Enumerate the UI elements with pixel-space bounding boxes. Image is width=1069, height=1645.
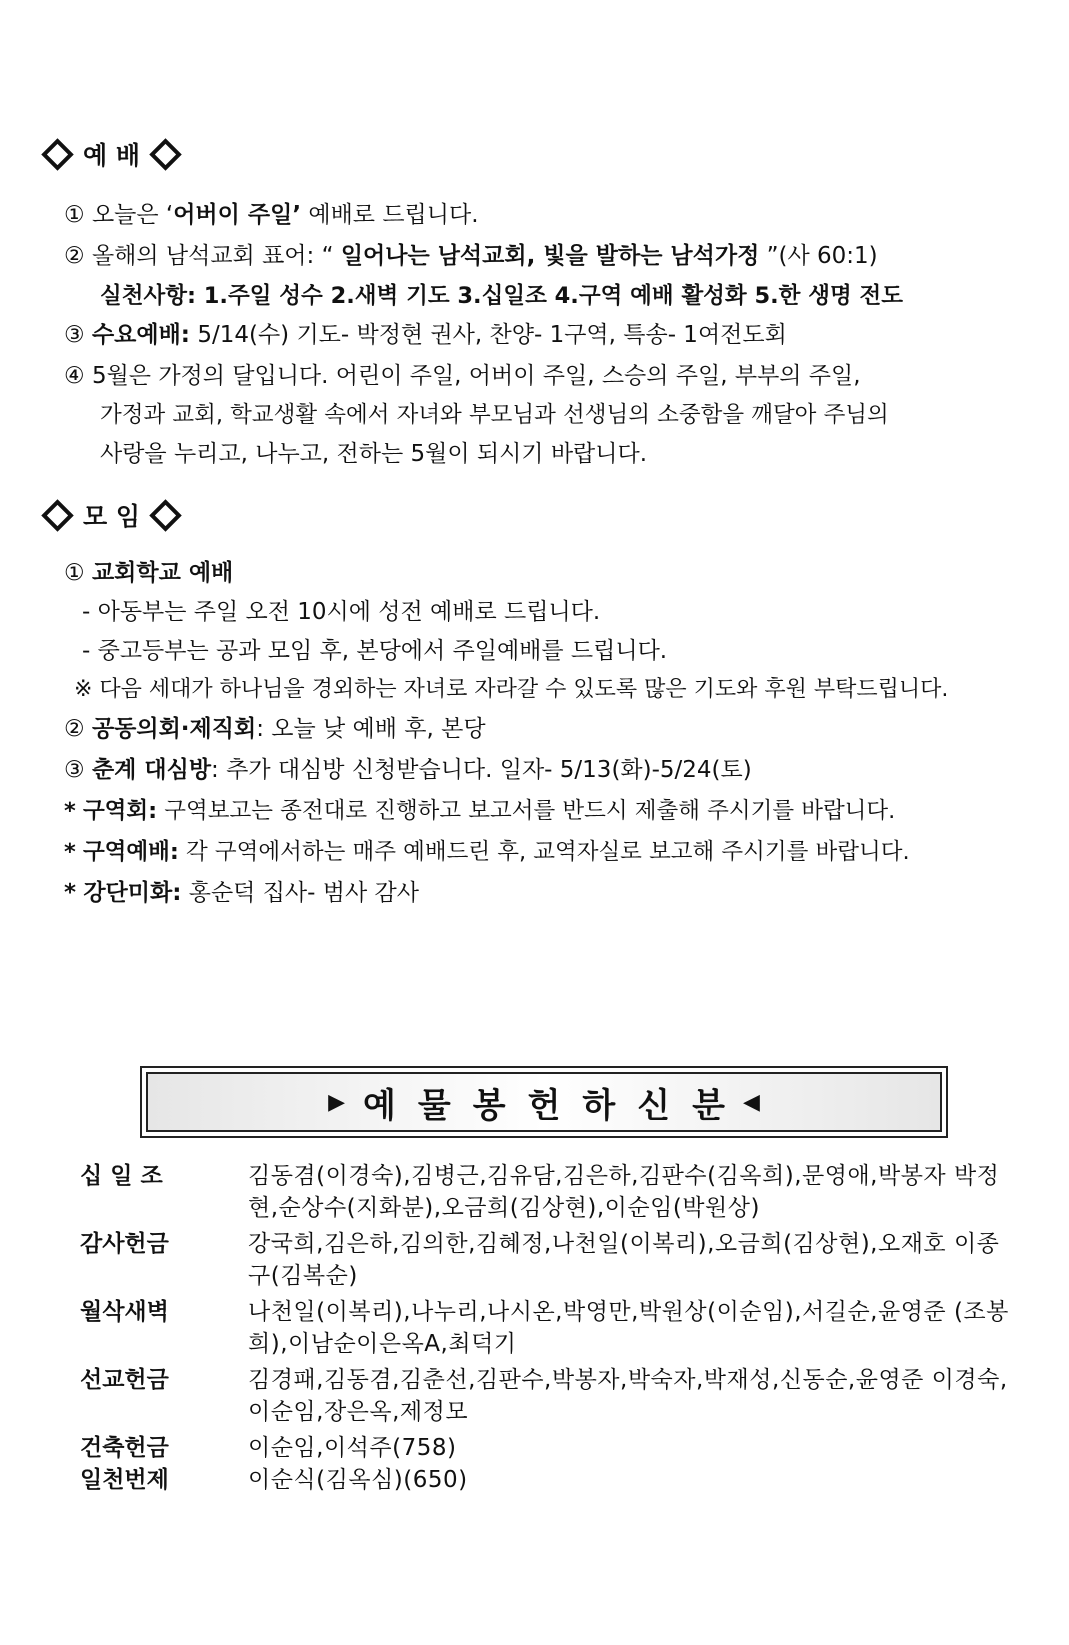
offering-label: 선교헌금 (80, 1367, 169, 1393)
worship-item-4-line2: 가정과 교회, 학교생활 속에서 자녀와 부모님과 선생님의 소중함을 깨달아 주님의 (100, 402, 889, 428)
worship-item-4: ④ 5월은 가정의 달입니다. 어린이 주일, 어버이 주일, 스승의 주일, 부부의 주일, (64, 363, 861, 389)
worship-heading: 예 배 (46, 136, 177, 172)
meeting-item-2: ② 공동의회·제직회: 오늘 낮 예배 후, 본당 (64, 716, 486, 742)
diamond-icon (41, 499, 74, 532)
offerings-banner-title: 예물봉헌하신분 (363, 1085, 747, 1126)
diamond-icon (149, 138, 182, 171)
meeting-item-3: ③ 춘계 대심방: 추가 대심방 신청받습니다. 일자- 5/13(화)-5/24(토) (64, 757, 752, 783)
offering-row-thanks (80, 1228, 1020, 1292)
offerings-banner-inner (146, 1072, 942, 1132)
meeting-district: * 구역회: 구역보고는 종전대로 진행하고 보고서를 반드시 제출해 주시기를 바랍니다. (64, 798, 896, 824)
offering-label: 감사헌금 (80, 1231, 169, 1257)
worship-item-1: ① 오늘은 ‘어버이 주일’ 예배로 드립니다. (64, 202, 479, 228)
diamond-icon (41, 138, 74, 171)
meeting-district-worship: * 구역예배: 각 구역에서하는 매주 예배드린 후, 교역자실로 보고해 주시기를 바랍니다. (64, 839, 910, 865)
offering-label: 일천번제 (80, 1467, 169, 1493)
diamond-icon (149, 499, 182, 532)
offering-names: 강국희,김은하,김의한,김혜정,나천일(이복리),오금희(김상현),오재호 이종구(김복순) (248, 1231, 1000, 1289)
meeting-altar-flowers: * 강단미화: 홍순덕 집사- 범사 감사 (64, 880, 419, 906)
meetings-heading: 모 임 (46, 497, 177, 533)
meeting-note: ※ 다음 세대가 하나님을 경외하는 자녀로 자라갈 수 있도록 많은 기도와 후원 부탁드립니다. (74, 677, 949, 702)
offering-names: 김경패,김동겸,김춘선,김판수,박봉자,박숙자,박재성,신동순,윤영준 이경숙,이순임,장은옥,제정모 (248, 1367, 1008, 1425)
offering-row-mission (80, 1364, 1020, 1428)
worship-practice-items: 실천사항: 1.주일 성수 2.새벽 기도 3.십일조 4.구역 예배 활성화 5.한 생명 전도 (100, 283, 904, 309)
worship-item-4-line3: 사랑을 누리고, 나누고, 전하는 5월이 되시기 바랍니다. (100, 441, 648, 467)
offering-row-building (80, 1432, 1020, 1464)
meeting-item-1: ① 교회학교 예배 (64, 560, 234, 586)
meeting-youth-dept: - 중고등부는 공과 모임 후, 본당에서 주일예배를 드립니다. (82, 638, 668, 664)
right-triangle-icon: ▶ (328, 1089, 346, 1115)
offering-row-tithe (80, 1160, 1020, 1224)
meeting-children-dept: - 아동부는 주일 오전 10시에 성전 예배로 드립니다. (82, 599, 601, 625)
offering-names: 이순식(김옥심)(650) (248, 1467, 468, 1493)
offering-names: 나천일(이복리),나누리,나시온,박영만,박원상(이순임),서길순,윤영준 (조봉희),이남순이은옥A,최덕기 (248, 1299, 1009, 1357)
offering-row-thousand (80, 1464, 1020, 1496)
worship-item-3: ③ 수요예배: 5/14(수) 기도- 박정현 권사, 찬양- 1구역, 특송- 1여전도회 (64, 322, 787, 348)
offering-names: 이순임,이석주(758) (248, 1435, 457, 1461)
offerings-banner (140, 1066, 948, 1138)
left-triangle-icon: ◀ (742, 1089, 760, 1115)
offering-label: 십 일 조 (80, 1163, 163, 1189)
offering-row-monthly-dawn (80, 1296, 1020, 1360)
offering-label: 건축헌금 (80, 1435, 169, 1461)
offering-label: 월삭새벽 (80, 1299, 169, 1325)
offering-names: 김동겸(이경숙),김병근,김유담,김은하,김판수(김옥희),문영애,박봉자 박정현,순상수(지화분),오금희(김상현),이순임(박원상) (248, 1163, 1000, 1221)
worship-item-2: ② 올해의 남석교회 표어: “ 일어나는 남석교회, 빛을 발하는 남석가정 ”(사 60:1) (64, 243, 878, 269)
